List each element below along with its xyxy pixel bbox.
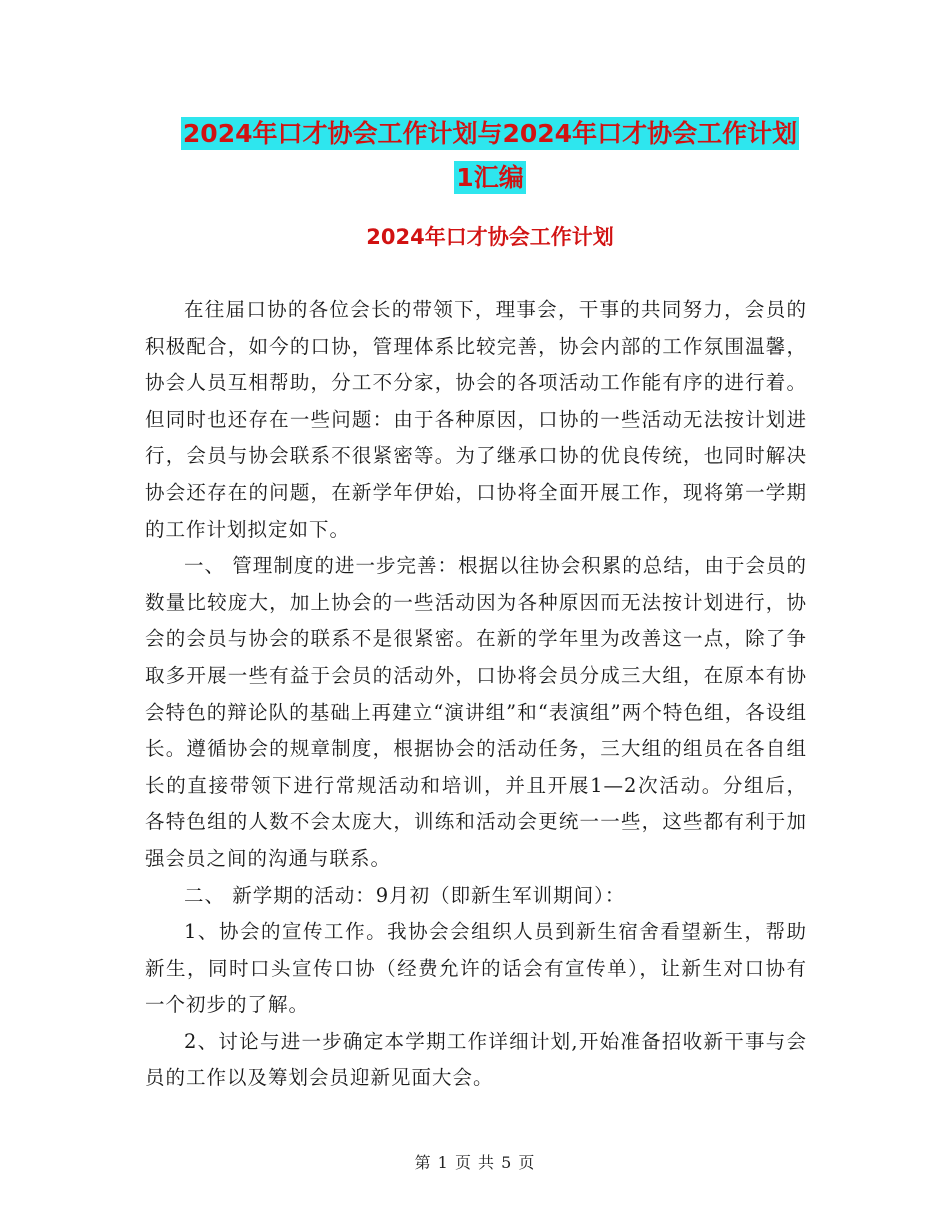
document-title-line1: 2024年口才协会工作计划与2024年口才协会工作计划	[182, 119, 798, 148]
document-body	[145, 292, 807, 1097]
document-title	[140, 112, 840, 200]
paragraph-activity-1: 1、协会的宣传工作。我协会会组织人员到新生宿舍看望新生，帮助新生，同时口头宣传口协（经费允许的话会有宣传单），让新生对口协有一个初步的了解。	[145, 920, 807, 1017]
page-footer: 第 1 页 共 5 页	[414, 1153, 536, 1172]
paragraph-management: 一、 管理制度的进一步完善：根据以往协会积累的总结，由于会员的数量比较庞大，加上协会的一些活动因为各种原因而无法按计划进行，协会的会员与协会的联系不是很紧密。在新的学年里为改善这一点，除了争取多开展一些有益于会员的活动外，口协将会员分成三大组，在原本有协会特色的辩论队的基础上再建立“演讲组”和“表演组”两个特色组，各设组长。遵循协会的规章制度，根据协会的活动任务，三大组的组员在各自组长的直接带领下进行常规活动和培训，并且开展1—2次活动。分组后，各特色组的人数不会太庞大，训练和活动会更统一一些，这些都有利于加强会员之间的沟通与联系。	[145, 554, 807, 870]
paragraph-intro: 在往届口协的各位会长的带领下，理事会，干事的共同努力，会员的积极配合，如今的口协，管理体系比较完善，协会内部的工作氛围温馨，协会人员互相帮助，分工不分家，协会的各项活动工作能有序的进行着。但同时也还存在一些问题：由于各种原因，口协的一些活动无法按计划进行，会员与协会联系不很紧密等。为了继承口协的优良传统，也同时解决协会还存在的问题，在新学年伊始，口协将全面开展工作，现将第一学期的工作计划拟定如下。	[145, 298, 807, 541]
section-title: 2024年口才协会工作计划	[366, 225, 614, 249]
paragraph-activities-heading: 二、 新学期的活动：9月初（即新生军训期间）：	[184, 883, 626, 907]
document-title-line2: 1汇编	[456, 163, 524, 192]
paragraph-activity-2: 2、讨论与进一步确定本学期工作详细计划,开始准备招收新干事与会员的工作以及筹划会员迎新见面大会。	[145, 1029, 807, 1090]
